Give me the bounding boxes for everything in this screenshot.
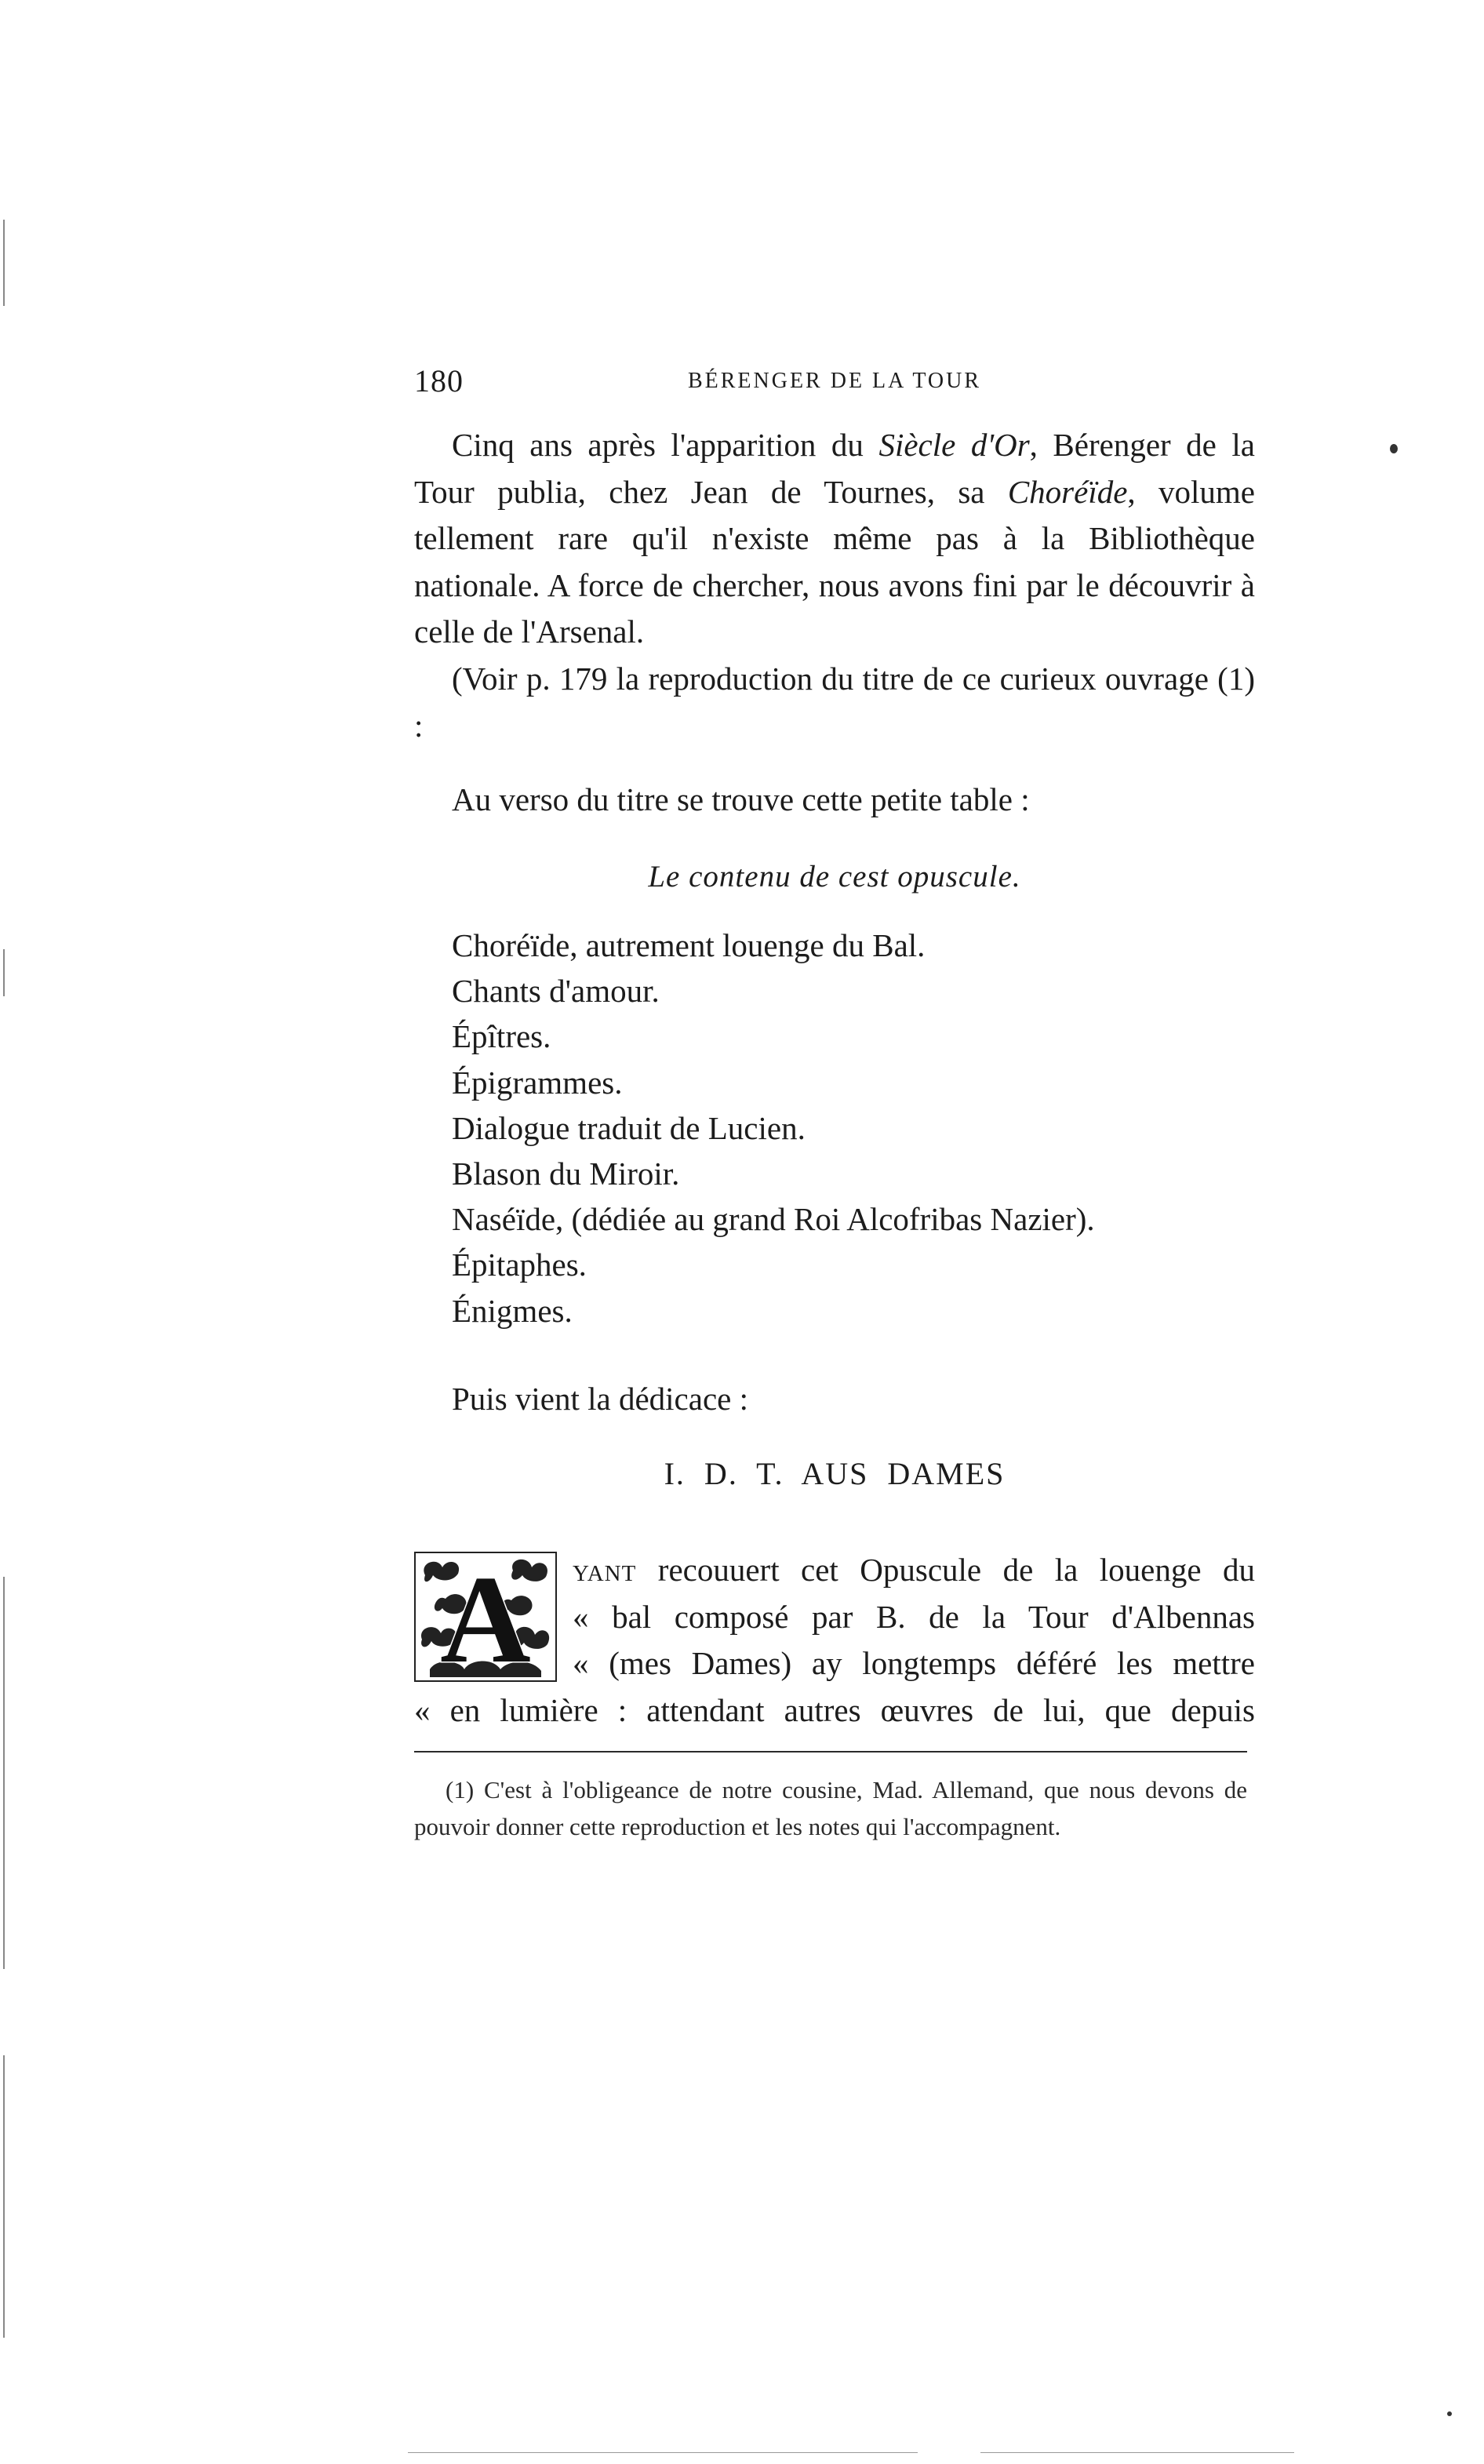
- text-run: Cinq ans après l'apparition du: [452, 427, 879, 463]
- toc-item: Naséïde, (dédiée au grand Roi Alcofribas Nazier).: [452, 1201, 1095, 1238]
- text-run: , Bérenger de la Tour publia, chez Jean de Tournes, sa: [414, 427, 1255, 510]
- body-paragraph: [414, 422, 1255, 656]
- toc-title: Le contenu de cest opuscule.: [648, 860, 1021, 894]
- dedication-paragraph: [414, 1547, 1255, 1734]
- toc-list: [452, 923, 1236, 1334]
- body-paragraph: Puis vient la dédicace :: [452, 1381, 748, 1417]
- dedication-heading: I. D. T. AUS DAMES: [664, 1456, 1006, 1491]
- dedication-line: « (mes Dames) ay longtemps déféré les mettre: [573, 1645, 1255, 1681]
- toc-item: Épîtres.: [452, 1018, 551, 1055]
- toc-item: Blason du Miroir.: [452, 1156, 680, 1192]
- text-run: recouuert cet Opuscule de la louenge du: [636, 1552, 1255, 1588]
- scan-edge-mark: [3, 2055, 5, 2338]
- footnote-rule: [414, 1751, 1247, 1752]
- ornamental-dropcap-icon: [414, 1552, 557, 1682]
- toc-item: Dialogue traduit de Lucien.: [452, 1109, 806, 1146]
- scan-edge-mark: [3, 220, 5, 306]
- scan-edge-mark: [3, 949, 5, 996]
- toc-item: Chants d'amour.: [452, 973, 660, 1010]
- toc-item: Épitaphes.: [452, 1247, 587, 1283]
- body-paragraph: (Voir p. 179 la reproduction du titre de ce curieux ouvrage (1) :: [414, 661, 1255, 744]
- body-paragraph: Au verso du titre se trouve cette petite table :: [452, 781, 1030, 817]
- dedication-line: « bal composé par B. de la Tour d'Albennas: [573, 1598, 1255, 1635]
- scan-bottom-line: [408, 2452, 918, 2453]
- dedication-line: « en lumière : attendant autres œuvres de lui, que depuis: [414, 1691, 1255, 1728]
- scan-bottom-line: [980, 2452, 1294, 2453]
- ink-speck: [1447, 2411, 1452, 2416]
- text-run: , volume tellement rare qu'il n'existe même pas à la Bibliothèque nationale. A force de chercher, nous avons fini par le découvrir à celle de l'Arsenal.: [414, 473, 1256, 650]
- ink-speck: [1390, 444, 1398, 453]
- toc-item: Énigmes.: [452, 1292, 573, 1329]
- toc-item: Choréïde, autrement louenge du Bal.: [452, 927, 926, 963]
- footnote: (1) C'est à l'obligeance de notre cousine, Mad. Allemand, que nous devons de pouvoir donner cette reproduction et les notes qui l'accompagnent.: [414, 1776, 1247, 1840]
- page-number: 180: [414, 363, 464, 399]
- running-title: BÉRENGER DE LA TOUR: [687, 369, 982, 393]
- running-head: [414, 362, 1255, 402]
- title-choreide: Choréïde: [1007, 473, 1128, 510]
- toc-item: Épigrammes.: [452, 1064, 623, 1101]
- title-siecle-dor: Siècle d'Or: [878, 427, 1030, 463]
- dedication-smallcaps: yant: [573, 1552, 637, 1588]
- scan-edge-mark: [3, 1577, 5, 1969]
- dropcap-letter: A: [440, 1552, 531, 1682]
